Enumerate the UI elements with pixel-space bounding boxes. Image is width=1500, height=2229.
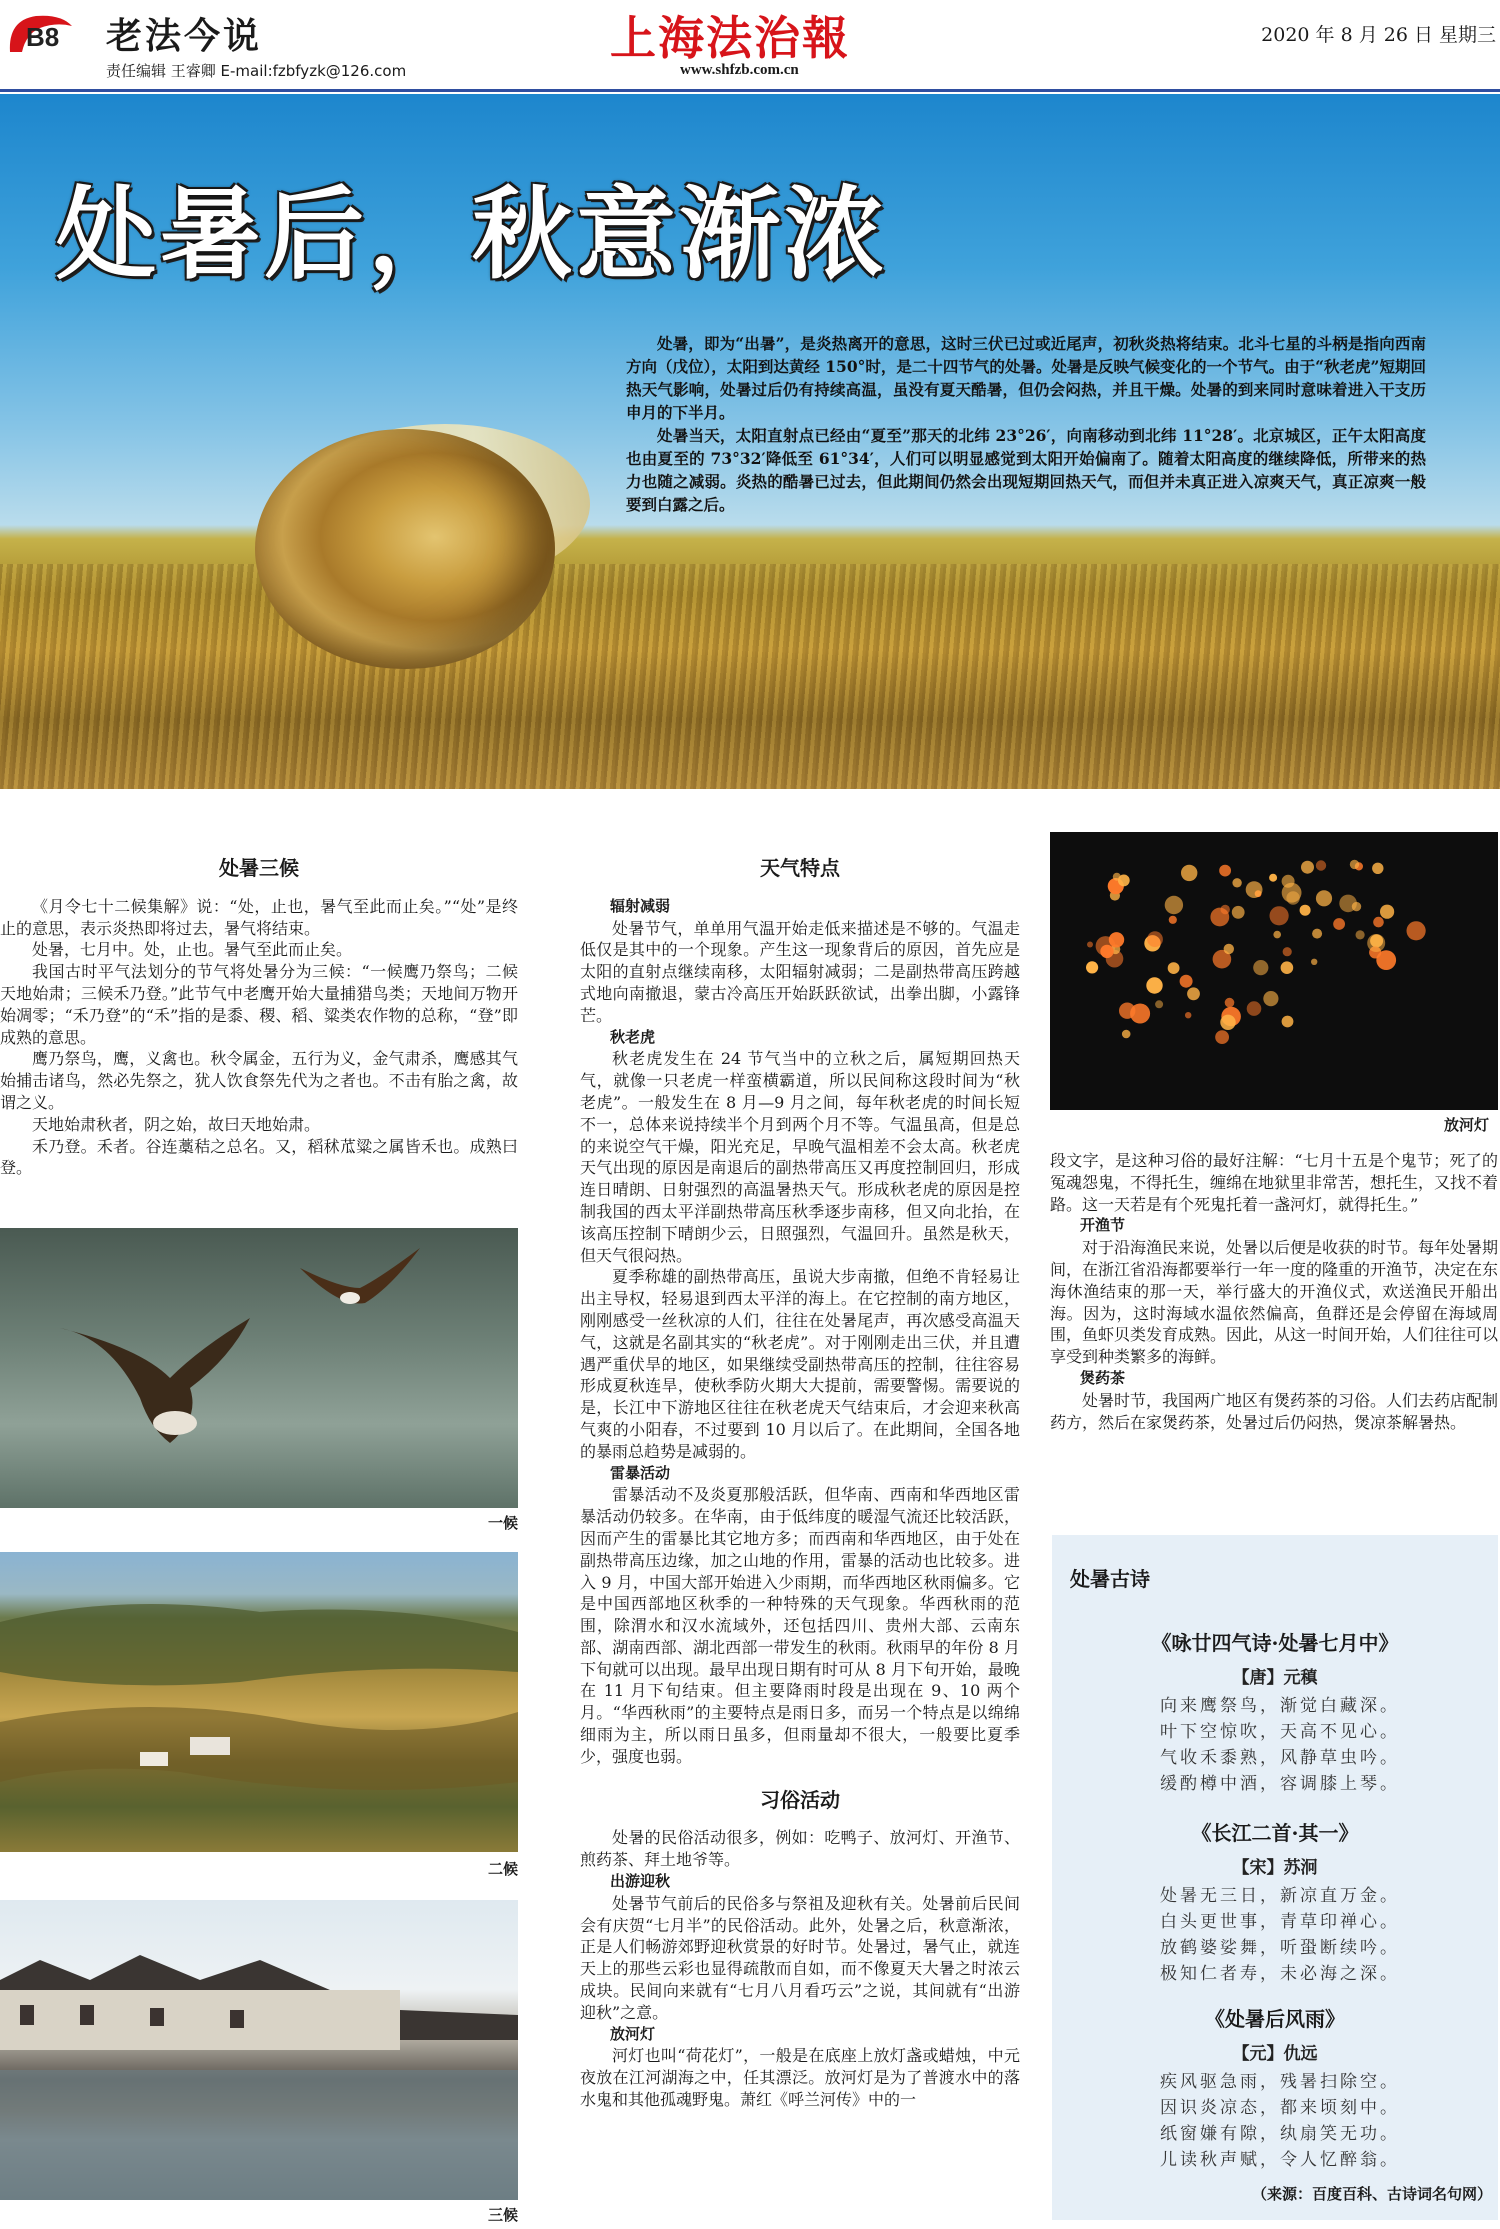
subsection-head: 雷暴活动	[610, 1463, 671, 1482]
terraced-hills-photo	[0, 1552, 518, 1852]
lantern-glow	[1181, 865, 1197, 881]
poems-source: （来源：百度百科、古诗词名句网）	[1251, 2185, 1492, 2203]
lantern-glow	[1147, 931, 1163, 947]
issue-date: 2020 年 8 月 26 日 星期三	[1261, 24, 1496, 46]
lantern-glow	[1086, 961, 1098, 973]
poems-box	[1052, 1535, 1498, 2220]
lantern-glow	[1109, 932, 1124, 947]
poem-line: 儿读秋声赋，令人忆醉翁。	[1160, 2150, 1400, 2170]
poem-title: 《处暑后风雨》	[1205, 2007, 1345, 2031]
lantern-glow	[1316, 890, 1332, 906]
article-paragraph: 处暑节气前后的民俗多与祭祖及迎秋有关。处暑前后民间会有庆贺“七月半”的民俗活动。此外，处暑之后，秋意渐浓，正是人们畅游郊野迎秋赏景的好时节。处暑过，暑气止，就连天上的那些云彩也显得疏散而自如，而不像夏天大暑之时浓云成块。民间向来就有“七月八月看巧云”之说，其间就有“出游迎秋”之意。	[580, 1893, 1020, 2022]
article-paragraph: 禾乃登。禾者。谷连藁秸之总名。又，稻秫苽粱之属皆禾也。成熟曰登。	[0, 1136, 518, 1178]
subsection-head: 煲药茶	[1080, 1368, 1126, 1387]
article-paragraph: 我国古时平气法划分的节气将处暑分为三候：“一候鹰乃祭鸟；二候天地始肃；三候禾乃登。”此节气中老鹰开始大量捕猎鸟类；天地间万物开始凋零；“禾乃登”的“禾”指的是黍、稷、稻、粱类农作物的总称，“登”即成熟的意思。	[0, 962, 518, 1047]
poem-title: 《咏廿四气诗·处暑七月中》	[1151, 1631, 1399, 1655]
lantern-glow	[1215, 1030, 1229, 1044]
poem-title: 《长江二首·其一》	[1191, 1821, 1359, 1845]
wheat-field-image	[0, 564, 1500, 789]
poem-line: 放鹤婆娑舞，听蛩断续吟。	[1160, 1938, 1400, 1958]
lantern-glow	[1312, 929, 1322, 939]
poem-line: 纸窗嫌有隙，纨扇笑无功。	[1160, 2124, 1400, 2144]
lantern-glow	[1247, 1001, 1262, 1016]
lantern-glow	[1180, 975, 1193, 988]
article-paragraph: 段文字，是这种习俗的最好注解：“七月十五是个鬼节；死了的冤魂怨鬼，不得托生，缠绵在地狱里非常苦，想托生，又找不着路。这一天若是有个死鬼托着一盏河灯，就得托生。”	[1050, 1151, 1499, 1214]
lantern-glow	[1146, 977, 1162, 993]
intro-paragraph: 处暑，即为“出暑”，是炎热离开的意思，这时三伏已过或近尾声，初秋炎热将结束。北斗七星的斗柄是指向西南方向（戊位），太阳到达黄经 150°时，是二十四节气的处暑。处暑是反映气候变化的一个节气。由于“秋老虎”短期回热天气影响，处暑过后仍有持续高温，虽没有夏天酷暑，但仍会闷热，并且干燥。处暑的到来同时意味着进入干支历申月的下半月。	[626, 334, 1426, 422]
lantern-glow	[1356, 930, 1365, 939]
river-lanterns-photo	[1050, 832, 1498, 1110]
photo-caption: 一候	[488, 1514, 519, 1532]
lantern-glow	[1187, 987, 1200, 1000]
poem-line: 叶下空惊吹，天高不见心。	[1160, 1722, 1400, 1742]
lantern-glow	[1224, 944, 1234, 954]
lantern-glow	[1122, 1030, 1131, 1039]
article-paragraph: 处暑的民俗活动很多，例如：吃鸭子、放河灯、开渔节、煎药茶、拜土地爷等。	[580, 1828, 1020, 1870]
article-paragraph: 处暑，七月中。处，止也。暑气至此而止矣。	[32, 940, 353, 960]
poem-line: 白头更世事，青草印禅心。	[1160, 1912, 1400, 1932]
website-url[interactable]: www.shfzb.com.cn	[680, 62, 799, 78]
hero-title: 处暑后，秋意渐浓	[56, 176, 888, 293]
column-title: 天气特点	[760, 856, 840, 880]
column-title: 习俗活动	[760, 1787, 840, 1812]
article-paragraph: 河灯也叫“荷花灯”，一般是在底座上放灯盏或蜡烛，中元夜放在江河湖海之中，任其漂泛。放河灯是为了普渡水中的落水鬼和其他孤魂野鬼。萧红《呼兰河传》中的一	[580, 2046, 1020, 2110]
subsection-head: 辐射减弱	[610, 896, 671, 915]
lantern-glow	[1232, 906, 1245, 919]
lantern-glow	[1352, 902, 1361, 911]
poem-line: 极知仁者寿，未必海之深。	[1160, 1964, 1400, 1984]
lantern-glow	[1316, 860, 1326, 870]
poem-line: 向来鹰祭鸟，渐觉白藏深。	[1160, 1696, 1400, 1716]
poem-line: 疾风驱急雨，残暑扫除空。	[1160, 2072, 1400, 2092]
lantern-glow	[1253, 960, 1268, 975]
lantern-glow	[1333, 918, 1345, 930]
lantern-glow	[1372, 863, 1383, 874]
lantern-glow	[1100, 945, 1113, 958]
newspaper-masthead: 上海法治報	[610, 11, 850, 65]
lantern-glow	[1232, 878, 1241, 887]
column-weather	[580, 850, 1020, 2111]
lantern-glow	[1373, 917, 1384, 928]
poems-heading: 处暑古诗	[1070, 1567, 1150, 1591]
poem-author: 【宋】苏泂	[1232, 1858, 1318, 1878]
photo-caption: 三候	[488, 2206, 519, 2224]
page-header	[0, 0, 1500, 92]
water-town-photo	[0, 1900, 518, 2200]
article-paragraph: 天地始肃秋者，阴之始，故曰天地始肃。	[32, 1114, 321, 1134]
article-paragraph: 处暑节气，单单用气温开始走低来描述是不够的。气温走低仅是其中的一个现象。产生这一现象背后的原因，首先应是太阳的直射点继续南移，太阳辐射减弱；二是副热带高压跨越式地向南撤退，蒙古冷高压开始跃跃欲试，出拳出脚，小露锋芒。	[580, 918, 1020, 1025]
lantern-lights	[1050, 832, 1498, 1110]
subsection-head: 开渔节	[1080, 1216, 1126, 1235]
poem-line: 处暑无三日，新凉直万金。	[1160, 1886, 1400, 1906]
poem-line: 因识炎凉态，都来顷刻中。	[1160, 2098, 1400, 2118]
photo-caption: 二候	[488, 1860, 519, 1878]
lantern-glow	[1283, 947, 1292, 956]
lantern-glow	[1407, 921, 1426, 940]
lantern-glow	[1282, 1016, 1294, 1028]
article-paragraph: 夏季称雄的副热带高压，虽说大步南撤，但绝不肯轻易让出主导权，轻易退到西太平洋的海上。在它控制的南方地区，刚刚感受一丝秋凉的人们，往往在处暑尾声，再次感受高温天气，这就是名副其实的“秋老虎”。对于刚刚走出三伏，并且遭遇严重伏旱的地区，如果继续受副热带高压的控制，往往容易形成夏秋连旱，使秋季防火期大大提前，需要警惕。需要说的是，长江中下游地区往往在秋老虎天气结束后，才会迎来秋高气爽的小阳春，不过要到 10 月以后了。在此期间，全国各地的暴雨总趋势是减弱的。	[580, 1267, 1020, 1461]
lantern-glow	[1301, 861, 1314, 874]
lantern-glow	[1225, 998, 1235, 1008]
lantern-glow	[1168, 962, 1180, 974]
subsection-head: 秋老虎	[610, 1027, 656, 1046]
hay-bale-image	[255, 429, 555, 669]
poem-line: 缓酌樽中酒，容调膝上琴。	[1160, 1774, 1400, 1794]
subsection-head: 出游迎秋	[610, 1872, 671, 1891]
editor-line: 责任编辑 王睿卿 E-mail:fzbfyzk@126.com	[106, 62, 407, 80]
intro-paragraph: 处暑当天，太阳直射点已经由“夏至”那天的北纬 23°26′，向南移动到北纬 11°28′。北京城区，正午太阳高度也由夏至的 73°32′降低至 61°34′，人们可以明显感觉到太阳开始偏南了。随着太阳高度的继续降低，所带来的热力也随之减弱。炎热的酷暑已过去，但此期间仍然会出现短期回热天气，而但并未真正进入凉爽天气，真正凉爽一般要到白露之后。	[626, 426, 1426, 514]
lantern-glow	[1282, 875, 1295, 888]
lantern-glow	[1246, 881, 1263, 898]
lantern-glow	[1210, 908, 1229, 927]
eagle-photo	[0, 1228, 518, 1508]
page-number: B8	[26, 22, 60, 52]
article-paragraph: 鹰乃祭鸟，鹰，义禽也。秋令属金，五行为义，金气肃杀，鹰感其气始捕击诸鸟，然必先祭之，犹人饮食祭先代为之者也。不击有胎之禽，故谓之义。	[0, 1049, 518, 1112]
article-paragraph: 对于沿海渔民来说，处暑以后便是收获的时节。每年处暑期间，在浙江省沿海都要举行一年一度的隆重的开渔节，决定在东海休渔结束的那一天，举行盛大的开渔仪式，欢送渔民开船出海。因为，这时海域水温依然偏高，鱼群还是会停留在海域周围，鱼虾贝类发育成熟。因此，从这一时间开始，人们往往可以享受到种类繁多的海鲜。	[1050, 1238, 1499, 1367]
poem-line: 气收禾黍熟，风静草虫吟。	[1160, 1748, 1400, 1768]
lantern-glow	[1269, 874, 1277, 882]
article-paragraph: 《月令七十二候集解》说：“处，止也，暑气至此而止矣。”“处”是终止的意思，表示炎热即将过去，暑气将结束。	[0, 896, 518, 938]
article-paragraph: 秋老虎发生在 24 节气当中的立秋之后，属短期回热天气，就像一只老虎一样蛮横霸道，所以民间称这段时间为“秋老虎”。一般发生在 8 月—9 月之间，每年秋老虎的时间长短不一，总体来说持续半个月到两个月不等。气温虽高，但是总的来说空气干燥，阳光充足，早晚气温相差不会太高。秋老虎天气出现的原因是南退后的副热带高压又再度控制回归，形成连日晴朗、日射强烈的高温暑热天气。形成秋老虎的原因是控制我国的西太平洋副热带高压秋季逐步南移，但又向北抬，在该高压控制下晴朗少云，日照强烈，气温回升。虽然是秋天，但天气很闷热。	[580, 1049, 1020, 1265]
lantern-glow	[1118, 875, 1130, 887]
photo-caption: 放河灯	[1444, 1116, 1490, 1134]
lantern-glow	[1273, 931, 1281, 939]
lantern-glow	[1311, 959, 1317, 965]
article-paragraph: 处暑时节，我国两广地区有煲药茶的习俗。人们去药店配制药方，然后在家煲药茶，处暑过后仍闷热，煲凉茶解暑热。	[1050, 1390, 1499, 1432]
poem-author: 【唐】元稹	[1232, 1668, 1318, 1688]
lantern-glow	[1367, 934, 1385, 952]
lantern-glow	[1380, 905, 1394, 919]
section-title: 老法今说	[106, 16, 263, 57]
lantern-glow	[1220, 1015, 1235, 1030]
hero-intro	[626, 332, 1426, 516]
lantern-glow	[1281, 961, 1294, 974]
lantern-glow	[1155, 1000, 1163, 1008]
lantern-glow	[1286, 891, 1299, 904]
lantern-glow	[1270, 906, 1289, 925]
column-three-hou	[0, 850, 518, 1179]
column-title: 处暑三候	[219, 856, 299, 880]
lantern-glow	[1219, 865, 1231, 877]
lantern-glow	[1263, 991, 1278, 1006]
lantern-glow	[1350, 860, 1359, 869]
hero-banner	[0, 94, 1500, 789]
page-number-badge	[6, 12, 76, 56]
subsection-head: 放河灯	[610, 2024, 656, 2043]
lantern-glow	[1169, 916, 1177, 924]
column-customs-continued	[1050, 1150, 1498, 1433]
poem-author: 【元】仇远	[1232, 2044, 1318, 2064]
article-paragraph: 雷暴活动不及炎夏那般活跃，但华南、西南和华西地区雷暴活动仍较多。在华南，由于低纬度的暖湿气流还比较活跃，因而产生的雷暴比其它地方多；而西南和华西地区，由于处在副热带高压边缘，加之山地的作用，雷暴的活动也比较多。进入 9 月，中国大部开始进入少雨期，而华西地区秋雨偏多。它是中国西部地区秋季的一种特殊的天气现象。华西秋雨的范围，除渭水和汉水流域外，还包括四川、贵州大部、云南东部、湖南西部、湖北西部一带发生的秋雨。秋雨早的年份 8 月下旬就可以出现。最早出现日期有时可从 8 月下旬开始，最晚在 11 月下旬结束。但主要降雨时段是出现在 9、10 两个月。“华西秋雨”的主要特点是雨日多，而另一个特点是以绵绵细雨为主，所以雨日虽多，但雨量却不很大，一般要比夏季少，强度也弱。	[580, 1485, 1020, 1766]
lantern-glow	[1130, 1004, 1150, 1024]
lantern-glow	[1165, 896, 1183, 914]
lantern-glow	[1300, 905, 1311, 916]
lantern-glow	[1185, 1012, 1191, 1018]
lantern-glow	[1087, 942, 1093, 948]
